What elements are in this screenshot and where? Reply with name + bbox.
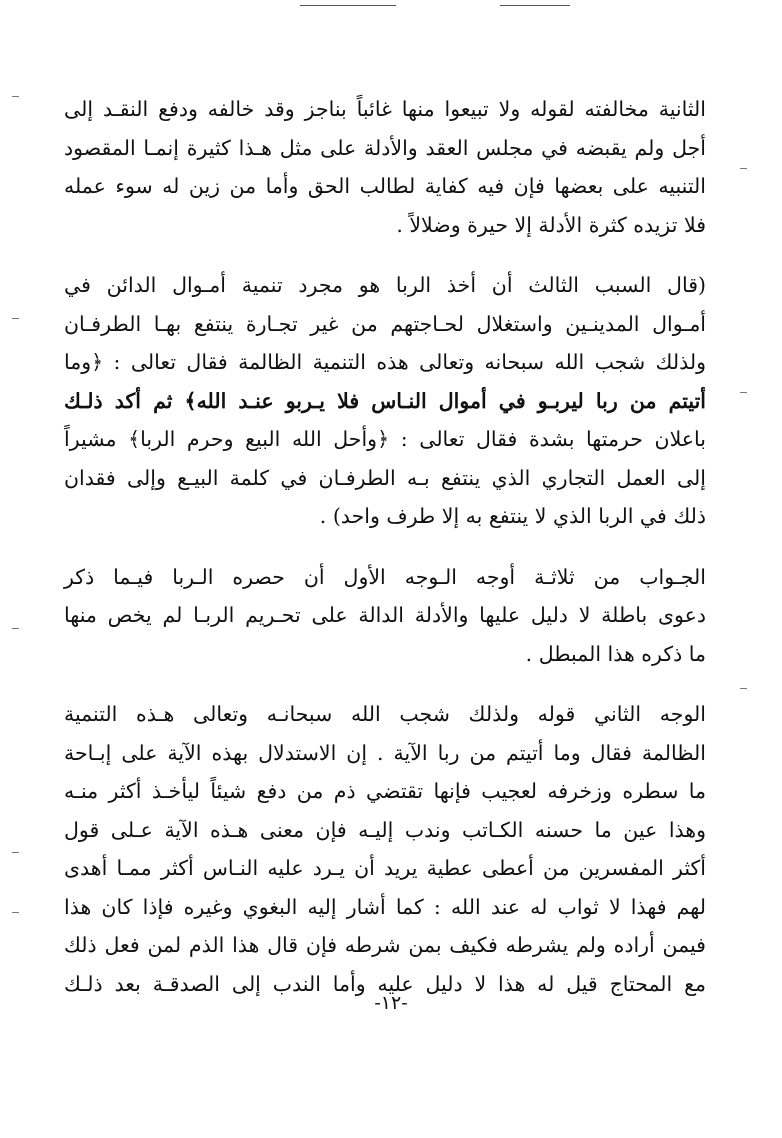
text-line: الثانية مخالفته لقوله ولا تبيعوا منها غائباً بناجز وقد خالفه ودفع النقـد إلى: [64, 97, 706, 121]
text-line: التنبيه على بعضها فإن فيه كفاية لطالب الحق وأما من زين له سوء عمله: [64, 174, 706, 198]
top-rule-left: [300, 5, 396, 6]
text-line: (قال السبب الثالث أن أخذ الربا هو مجرد تنمية أمـوال الدائن في: [64, 273, 706, 297]
text-line: مع المحتاج قيل له هذا لا دليل عليه وأما الندب إلى الصدقـة بعد ذلـك: [64, 971, 706, 996]
text-line: ما ذكره هذا المبطل .: [525, 641, 706, 666]
text-line: لهم فهذا لا ثواب له عند الله : كما أشار إليه البغوي وغيره فإذا كان هذا: [64, 894, 706, 919]
text-line: الجـواب من ثلاثـة أوجه الـوجه الأول أن حصره الـربا فيـما ذكر: [64, 564, 706, 589]
scan-margin-mark: [740, 392, 747, 393]
scan-margin-mark: [12, 628, 19, 629]
text-line: ذلك في الربا الذي لا ينتفع به إلا طرف واحد) .: [319, 504, 706, 528]
scan-margin-mark: [12, 912, 19, 913]
text-line: إلى العمل التجاري الذي ينتفع بـه الطرفـان في كلمة البيـع وإلى فقدان: [64, 465, 706, 490]
scan-margin-mark: [12, 852, 19, 853]
top-rule-right: [500, 5, 570, 6]
page-body: [64, 90, 706, 1025]
text-line: الوجه الثاني قوله ولذلك شجب الله سبحانـه وتعالى هـذه التنمية: [64, 702, 706, 726]
paragraph-3: [64, 558, 706, 674]
scan-margin-mark: [12, 96, 19, 97]
paragraph-2: [64, 266, 706, 536]
paragraph-4: [64, 695, 706, 1003]
text-line: ولذلك شجب الله سبحانه وتعالى هذه التنمية الظالمة فقال تعالى : ﴿وما: [64, 350, 706, 374]
quran-verse-line: أتيتم من ربا ليربـو في أموال النـاس فلا يـربو عنـد الله﴾ ثم أكد ذلـك: [64, 388, 706, 413]
page-number: -١٢-: [374, 992, 408, 1014]
text-line: الظالمة فقال وما أتيتم من ربا الآية . إن الاستدلال بهذه الآية على إبـاحة: [64, 740, 706, 765]
text-line: فيمن أراده ولم يشرطه فكيف بمن شرطه فإن قال هذا الذم لمن فعل ذلك: [64, 933, 706, 957]
scan-margin-mark: [12, 318, 19, 319]
text-line: وهذا عين ما حسنه الكـاتب وندب إليـه فإن معنى هـذه الآية عـلى قول: [64, 817, 706, 842]
text-line: أمـوال المدينـين واستغلال لحـاجتهم من غير تجـارة ينتفع بهـا الطرفـان: [64, 311, 706, 336]
scan-margin-mark: [740, 168, 747, 169]
text-line: ما سطره وزخرفه لعجيب فإنها تقتضي ذم من دفع شيئاً ليأخـذ أكثر منـه: [64, 779, 706, 803]
paragraph-1: [64, 90, 706, 244]
text-line: أكثر المفسرين من أعطى عطية يريد أن يـرد عليه النـاس أكثر ممـا أهدى: [64, 856, 706, 880]
scan-margin-mark: [740, 688, 747, 689]
text-line: دعوى باطلة لا دليل عليها والأدلة الدالة على تحـريم الربـا لم يخص منها: [64, 603, 706, 627]
text-line: فلا تزيده كثرة الأدلة إلا حيرة وضلالاً .: [396, 212, 706, 237]
text-line: باعلان حرمتها بشدة فقال تعالى : ﴿وأحل الله البيع وحرم الربا﴾ مشيراً: [64, 427, 706, 451]
text-line: أجل ولم يقبضه في مجلس العقد والأدلة على مثل هـذا كثيرة إنمـا المقصود: [64, 135, 706, 160]
